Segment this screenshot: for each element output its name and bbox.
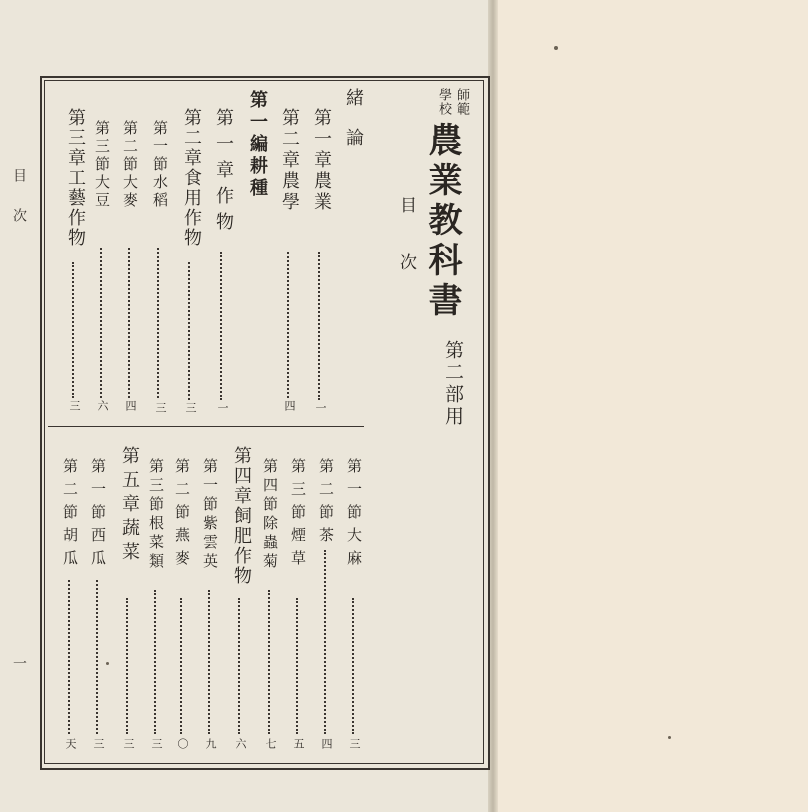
- toc-page-number: 三: [92, 738, 105, 749]
- toc-leader-dots: [126, 598, 128, 734]
- toc-entry-sec2-barley: 第二節大麥: [121, 120, 139, 210]
- toc-leader-dots: [296, 598, 298, 734]
- toc-page-number: 三: [150, 738, 163, 749]
- toc-entry-ch1-agriculture: 第一章農業: [311, 108, 332, 213]
- toc-entry-ch4-forage-manure-crops: 第四章飼肥作物: [231, 446, 252, 586]
- toc-entry-sec1-paddy-rice: 第一節水稻: [151, 120, 169, 210]
- toc-page-number: 三: [348, 738, 361, 749]
- toc-entry-sec2-cucumber: 第二節胡瓜: [61, 458, 79, 573]
- toc-leader-dots: [96, 580, 98, 734]
- toc-entry-ch2-food-crops: 第二章食用作物: [181, 108, 202, 248]
- toc-leader-dots: [268, 590, 270, 734]
- toc-leader-dots: [352, 598, 354, 734]
- toc-page-number: 四: [124, 400, 137, 411]
- toc-leader-dots: [324, 550, 326, 734]
- toc-page-number: 三: [154, 402, 167, 413]
- toc-entry-part1-cultivation: 第一編耕種: [247, 90, 268, 200]
- toc-page-number: 六: [234, 738, 247, 749]
- toc-page-number: 三: [122, 738, 135, 749]
- toc-entry-sec2-oats: 第二節燕麥: [173, 458, 191, 573]
- toc-leader-dots: [180, 598, 182, 734]
- toc-page-number: 四: [320, 738, 333, 749]
- toc-entry-sec4-pyrethrum: 第四節除蟲菊: [261, 458, 279, 572]
- running-head-page-number: 一: [11, 656, 27, 670]
- toc-section-divider: [48, 426, 364, 427]
- toc-entry-sec2-tea: 第二節茶: [317, 458, 335, 550]
- toc-leader-dots: [318, 252, 320, 400]
- toc-page-number: 一: [314, 402, 327, 413]
- toc-leader-dots: [68, 580, 70, 734]
- toc-entry-ch5-vegetables: 第五章蔬菜: [119, 446, 140, 566]
- toc-heading: 目次: [396, 196, 416, 310]
- toc-page-number: 四: [283, 400, 296, 411]
- toc-page-number: 五: [292, 738, 305, 749]
- header-school: 學校: [436, 88, 451, 116]
- toc-leader-dots: [128, 248, 130, 398]
- toc-entry-sec3-soybean: 第三節大豆: [93, 120, 111, 210]
- toc-leader-dots: [208, 590, 210, 734]
- header-normal: 師範: [454, 88, 469, 116]
- toc-entry-ch2-agronomy: 第二章農學: [279, 108, 300, 213]
- toc-leader-dots: [100, 248, 102, 398]
- toc-entry-ch1-crops: 第一章作物: [213, 108, 234, 238]
- book-title: 農業教科書: [422, 122, 462, 322]
- running-head-title: 目次: [11, 168, 27, 248]
- toc-page-number: 三: [68, 400, 81, 411]
- toc-leader-dots: [157, 248, 159, 398]
- toc-page-number: 天: [64, 738, 77, 749]
- toc-entry-sec3-tobacco: 第三節煙草: [289, 458, 307, 573]
- toc-page-number: 〇: [176, 738, 189, 749]
- toc-page-number: 一: [216, 402, 229, 413]
- toc-page-number: 六: [96, 400, 109, 411]
- paper-speck: [554, 46, 558, 50]
- toc-page-number: 三: [184, 402, 197, 413]
- toc-entry-ch3-industrial-crops: 第三章工藝作物: [65, 108, 86, 248]
- toc-leader-dots: [72, 262, 74, 398]
- toc-leader-dots: [188, 262, 190, 400]
- toc-entry-sec1-chinese-milk-vetch: 第一節紫雲英: [201, 458, 219, 572]
- toc-leader-dots: [220, 252, 222, 400]
- toc-page-number: 七: [264, 738, 277, 749]
- toc-leader-dots: [154, 590, 156, 734]
- toc-entry-intro: 緒論: [343, 88, 364, 168]
- paper-speck: [106, 662, 109, 665]
- toc-leader-dots: [238, 598, 240, 734]
- toc-leader-dots: [287, 252, 289, 398]
- paper-speck: [668, 736, 671, 739]
- toc-entry-sec3-root-vegetables: 第三節根菜類: [147, 458, 165, 572]
- toc-page-number: 九: [204, 738, 217, 749]
- toc-entry-sec1-watermelon: 第一節西瓜: [89, 458, 107, 573]
- right-page-blank: [494, 0, 808, 812]
- book-subtitle: 第二部用: [442, 340, 464, 428]
- toc-entry-sec1-hemp: 第一節大麻: [345, 458, 363, 573]
